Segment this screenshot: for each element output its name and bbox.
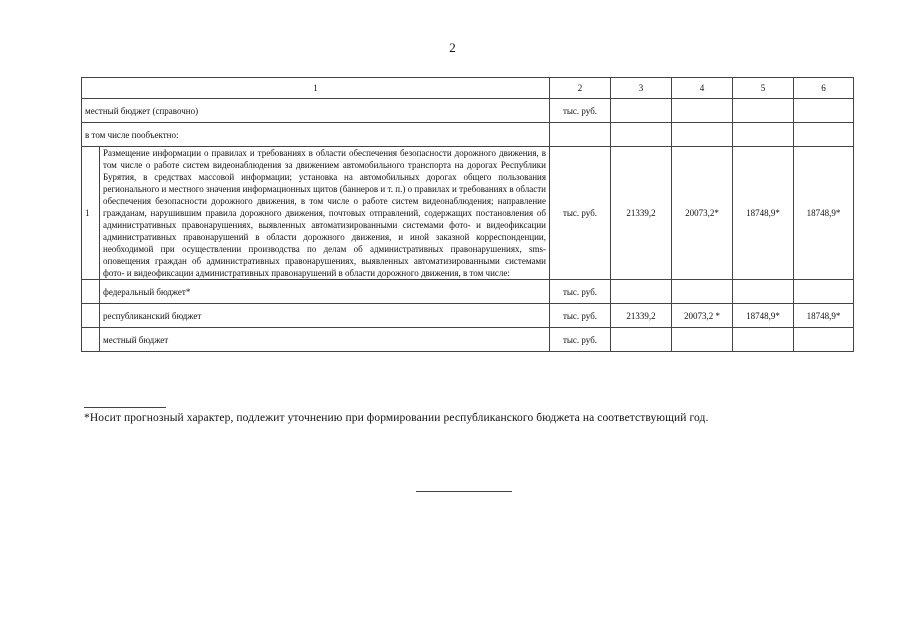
row-value-3 [611,123,672,147]
row-value-3 [611,328,672,352]
row-value-6: 18748,9* [794,147,854,280]
row-index [82,304,100,328]
row-name: федеральный бюджет* [100,280,550,304]
row-value-3: 21339,2 [611,147,672,280]
table-row-local-budget [82,328,854,352]
row-value-5 [733,280,794,304]
row-name: в том числе пообъектно: [82,123,550,147]
row-value-5 [733,99,794,123]
row-index: 1 [82,147,100,280]
row-unit: тыс. руб. [550,280,611,304]
row-value-3 [611,99,672,123]
row-value-5: 18748,9* [733,147,794,280]
row-value-4: 20073,2* [672,147,733,280]
row-unit: тыс. руб. [550,304,611,328]
row-value-6 [794,123,854,147]
row-value-4 [672,280,733,304]
footnote-divider [84,407,166,408]
row-value-6 [794,99,854,123]
row-name: местный бюджет [100,328,550,352]
row-value-6: 18748,9* [794,304,854,328]
row-unit: тыс. руб. [550,99,611,123]
page-number: 2 [449,40,456,55]
header-cell-5: 5 [733,78,794,99]
row-unit [550,123,611,147]
table-header-row [82,78,854,99]
row-index [82,328,100,352]
header-cell-4: 4 [672,78,733,99]
table-row-item-1 [82,147,854,280]
table-row-republican-budget [82,304,854,328]
end-of-document-line [416,491,512,492]
header-cell-2: 2 [550,78,611,99]
row-description: Размещение информации о правилах и требованиях в области обеспечения безопасности дорожного движения, в том числе о работе систем видеонаблюдения за движением автомобильного транспорта на дорогах Республики Бурятия, в средствах массовой информации; установка на автомобильных дорогах общего пользования регионального и местного значения информационных щитов (баннеров и т. п.) о правилах и требованиях в области обеспечения безопасности дорожного движения, в том числе о работе систем видеонаблюдения; направление гражданам, нарушившим правила дорожного движения, почтовых отправлений, содержащих постановления об административных правонарушениях, выявленных автоматизированными системами фото- и видеофиксации административных правонарушений в области дорожного движения, и иной заказной корреспонденции, необходимой при осуществлении производства по делам об административных правонарушениях, sms-оповещения граждан об административных правонарушениях, выявленных автоматизированными системами фото- и видеофиксации административных правонарушений в области дорожного движения, в том числе: [100,147,550,280]
row-value-3: 21339,2 [611,304,672,328]
footnote-text: *Носит прогнозный характер, подлежит уточнению при формировании республиканского бюджета на соответствующий год. [84,412,709,424]
row-unit: тыс. руб. [550,147,611,280]
table-row-federal-budget [82,280,854,304]
row-value-3 [611,280,672,304]
row-name: местный бюджет (справочно) [82,99,550,123]
row-value-4: 20073,2 * [672,304,733,328]
table-row-per-object [82,123,854,147]
header-cell-1: 1 [82,78,550,99]
row-name: республиканский бюджет [100,304,550,328]
row-value-5: 18748,9* [733,304,794,328]
row-index [82,280,100,304]
row-value-4 [672,99,733,123]
row-value-4 [672,328,733,352]
row-value-5 [733,123,794,147]
header-cell-3: 3 [611,78,672,99]
row-value-5 [733,328,794,352]
header-cell-6: 6 [794,78,854,99]
row-value-6 [794,328,854,352]
table-row-local-budget-reference [82,99,854,123]
row-value-6 [794,280,854,304]
row-value-4 [672,123,733,147]
row-unit: тыс. руб. [550,328,611,352]
budget-table [81,77,854,352]
